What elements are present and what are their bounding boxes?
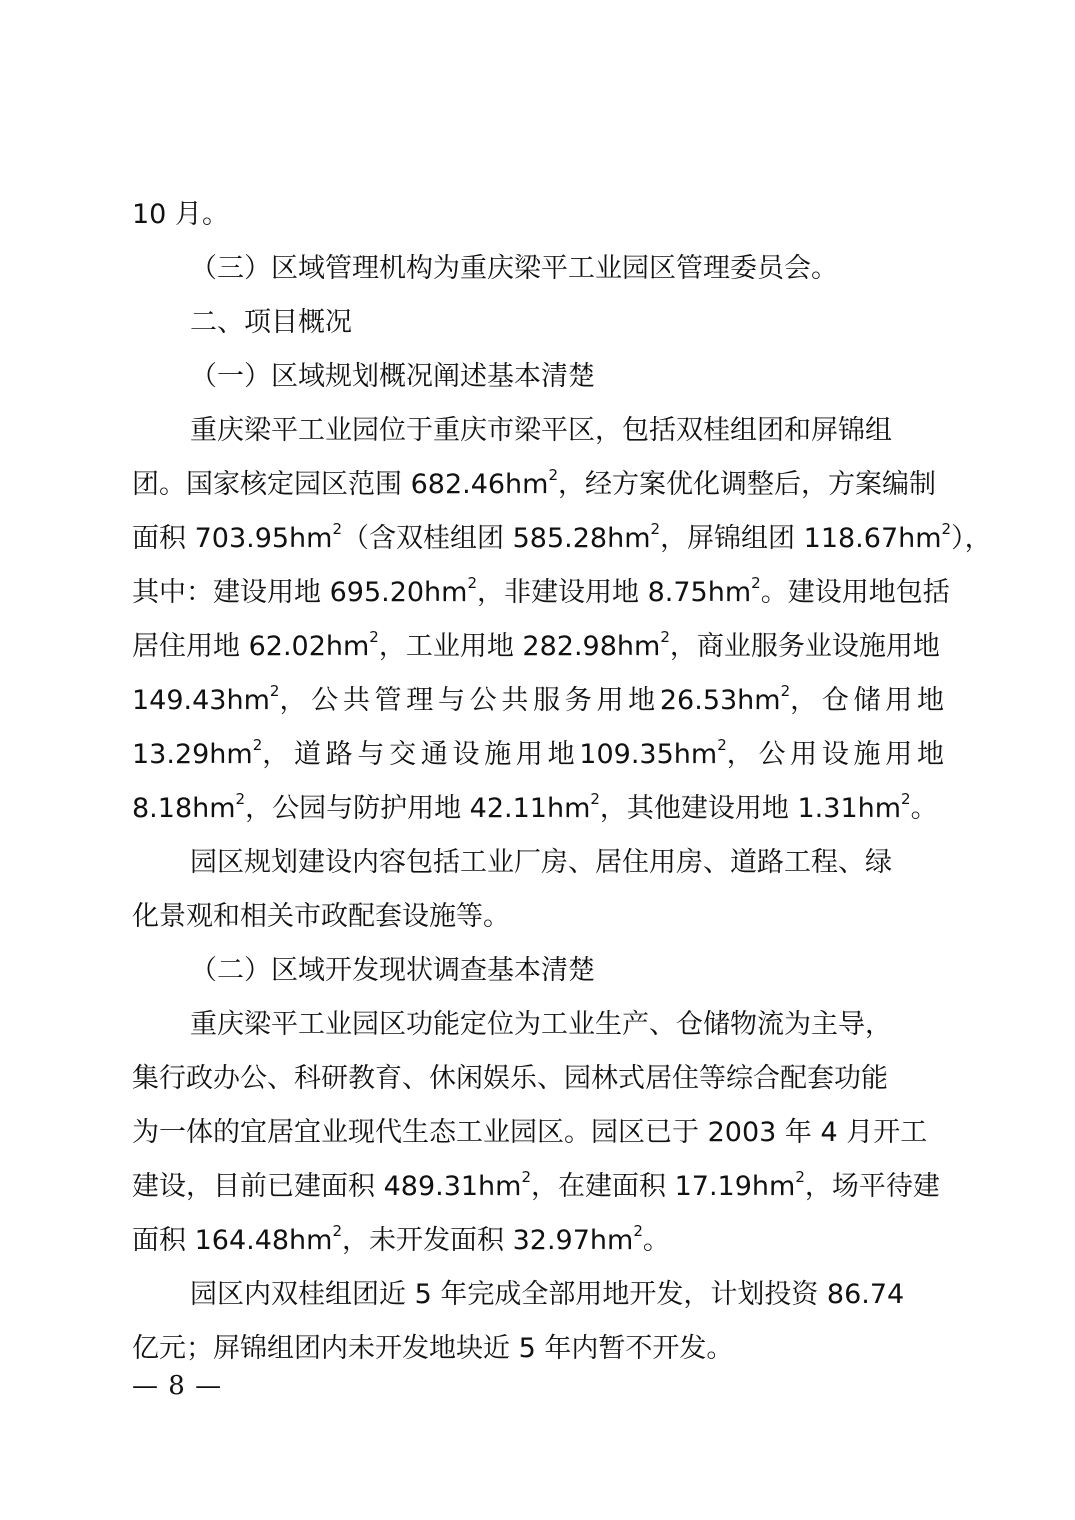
line-char: 仓: [821, 685, 849, 716]
superscript: 2: [901, 790, 911, 808]
line-text: ），: [951, 523, 992, 554]
superscript: 2: [369, 628, 379, 646]
line-text: ，场平待建: [804, 1171, 940, 1202]
line-char: 施: [853, 739, 881, 770]
line-char: 设: [452, 739, 480, 770]
paragraph-line: [132, 1214, 944, 1268]
line-char: 设: [821, 739, 849, 770]
line-char: 施: [484, 739, 512, 770]
line-char: 交: [389, 739, 417, 770]
line-text: ，屏锦组团 118.67hm: [660, 523, 942, 554]
superscript: 2: [717, 736, 727, 754]
line-text: 面积 164.48hm: [132, 1225, 333, 1256]
line-char: 共: [501, 685, 529, 716]
line-text: $26.53hm^2$，: [659, 682, 818, 716]
paragraph-line: 重庆梁平工业园位于重庆市梁平区，包括双桂组团和屏锦组: [190, 415, 892, 446]
paragraph-line: 化景观和相关市政配套设施等。: [132, 901, 510, 932]
line-char: 用: [885, 685, 913, 716]
paragraph-line: [132, 620, 944, 674]
paragraph-line: [132, 674, 944, 728]
superscript: 2: [780, 682, 791, 700]
line-char: 用: [515, 739, 543, 770]
line-char: 通: [420, 739, 448, 770]
superscript: 2: [795, 1168, 805, 1186]
subsection-heading: （一）区域规划概况阐述基本清楚: [190, 361, 595, 392]
line-text: 8.18hm: [132, 793, 236, 824]
line-char: 用: [790, 739, 818, 770]
paragraph-line: 集行政办公、科研教育、休闲娱乐、园林式居住等综合配套功能: [132, 1063, 888, 1094]
line-text: 面积 703.95hm: [132, 523, 333, 554]
line-char: 务: [564, 685, 592, 716]
superscript: 2: [235, 790, 246, 808]
paragraph-line: [132, 566, 950, 620]
body-text: [132, 188, 992, 1376]
line-text: 。: [642, 1225, 670, 1256]
line-char: 道: [293, 739, 321, 770]
superscript: 2: [751, 574, 761, 592]
line-text: 。: [910, 793, 938, 824]
line-char: 用: [885, 739, 913, 770]
superscript: 2: [332, 1222, 343, 1240]
line-text: $109.35hm^2$，: [579, 736, 754, 770]
line-char: 与: [437, 685, 465, 716]
line-char: 储: [853, 685, 881, 716]
page-number: — 8 —: [132, 1371, 223, 1401]
superscript: 2: [521, 1168, 532, 1186]
paragraph-line: [132, 512, 992, 566]
section-heading: 二、项目概况: [190, 307, 352, 338]
line-text: ，非建设用地 8.75hm: [477, 577, 752, 608]
line-char: 理: [406, 685, 434, 716]
line-text: ，在建面积 17.19hm: [531, 1171, 796, 1202]
paragraph-line: 园区规划建设内容包括工业厂房、居住用房、道路工程、绿: [190, 847, 892, 878]
line-text: $13.29hm^2$，: [132, 736, 290, 770]
line-char: 与: [357, 739, 385, 770]
paragraph-line: 亿元；屏锦组团内未开发地块近 5 年内暂不开发。: [132, 1333, 734, 1364]
superscript: 2: [252, 736, 263, 754]
paragraph-line: 重庆梁平工业园区功能定位为工业生产、仓储物流为主导，: [190, 1009, 892, 1040]
line-char: 服: [533, 685, 561, 716]
line-char: 公: [311, 685, 339, 716]
line-text: ，经方案优化调整后，方案编制: [558, 469, 937, 500]
line-char: 共: [342, 685, 370, 716]
text-line: 10 月。: [132, 199, 229, 230]
line-char: 公: [469, 685, 497, 716]
line-char: 路: [325, 739, 353, 770]
superscript: 2: [548, 466, 559, 484]
superscript: 2: [590, 790, 600, 808]
line-text: 居住用地 62.02hm: [132, 631, 370, 662]
line-char: 用: [596, 685, 624, 716]
line-text: 团。国家核定园区范围 682.46hm: [132, 469, 549, 500]
line-char: 管: [374, 685, 402, 716]
line-char: 公: [758, 739, 786, 770]
line-text: ，商业服务业设施用地: [669, 631, 940, 662]
superscript: 2: [650, 520, 661, 538]
line-char: 地: [916, 685, 944, 716]
line-text: ，其他建设用地 1.31hm: [599, 793, 902, 824]
line-text: $149.43hm^2$，: [132, 682, 307, 716]
line-text: 建设，目前已建面积 489.31hm: [132, 1171, 522, 1202]
superscript: 2: [269, 682, 280, 700]
line-text: （含双桂组团 585.28hm: [342, 523, 651, 554]
paragraph-line: [132, 728, 944, 782]
line-char: 地: [628, 685, 656, 716]
superscript: 2: [633, 1222, 643, 1240]
paragraph-line: [132, 782, 944, 836]
paragraph-line: [132, 1160, 944, 1214]
line-char: 地: [916, 739, 944, 770]
line-text: 。建设用地包括: [760, 577, 950, 608]
line-char: 地: [547, 739, 575, 770]
superscript: 2: [941, 520, 952, 538]
superscript: 2: [467, 574, 478, 592]
paragraph-line: [132, 458, 944, 512]
section-heading: （三）区域管理机构为重庆梁平工业园区管理委员会。: [190, 253, 838, 284]
line-text: 其中：建设用地 695.20hm: [132, 577, 468, 608]
line-text: ，工业用地 282.98hm: [378, 631, 661, 662]
paragraph-line: 为一体的宜居宜业现代生态工业园区。园区已于 2003 年 4 月开工: [132, 1117, 928, 1148]
line-text: ，公园与防护用地 42.11hm: [245, 793, 591, 824]
superscript: 2: [660, 628, 670, 646]
line-text: ，未开发面积 32.97hm: [342, 1225, 634, 1256]
paragraph-line: 园区内双桂组团近 5 年完成全部用地开发，计划投资 86.74: [190, 1279, 905, 1310]
superscript: 2: [332, 520, 343, 538]
subsection-heading: （二）区域开发现状调查基本清楚: [190, 955, 595, 986]
